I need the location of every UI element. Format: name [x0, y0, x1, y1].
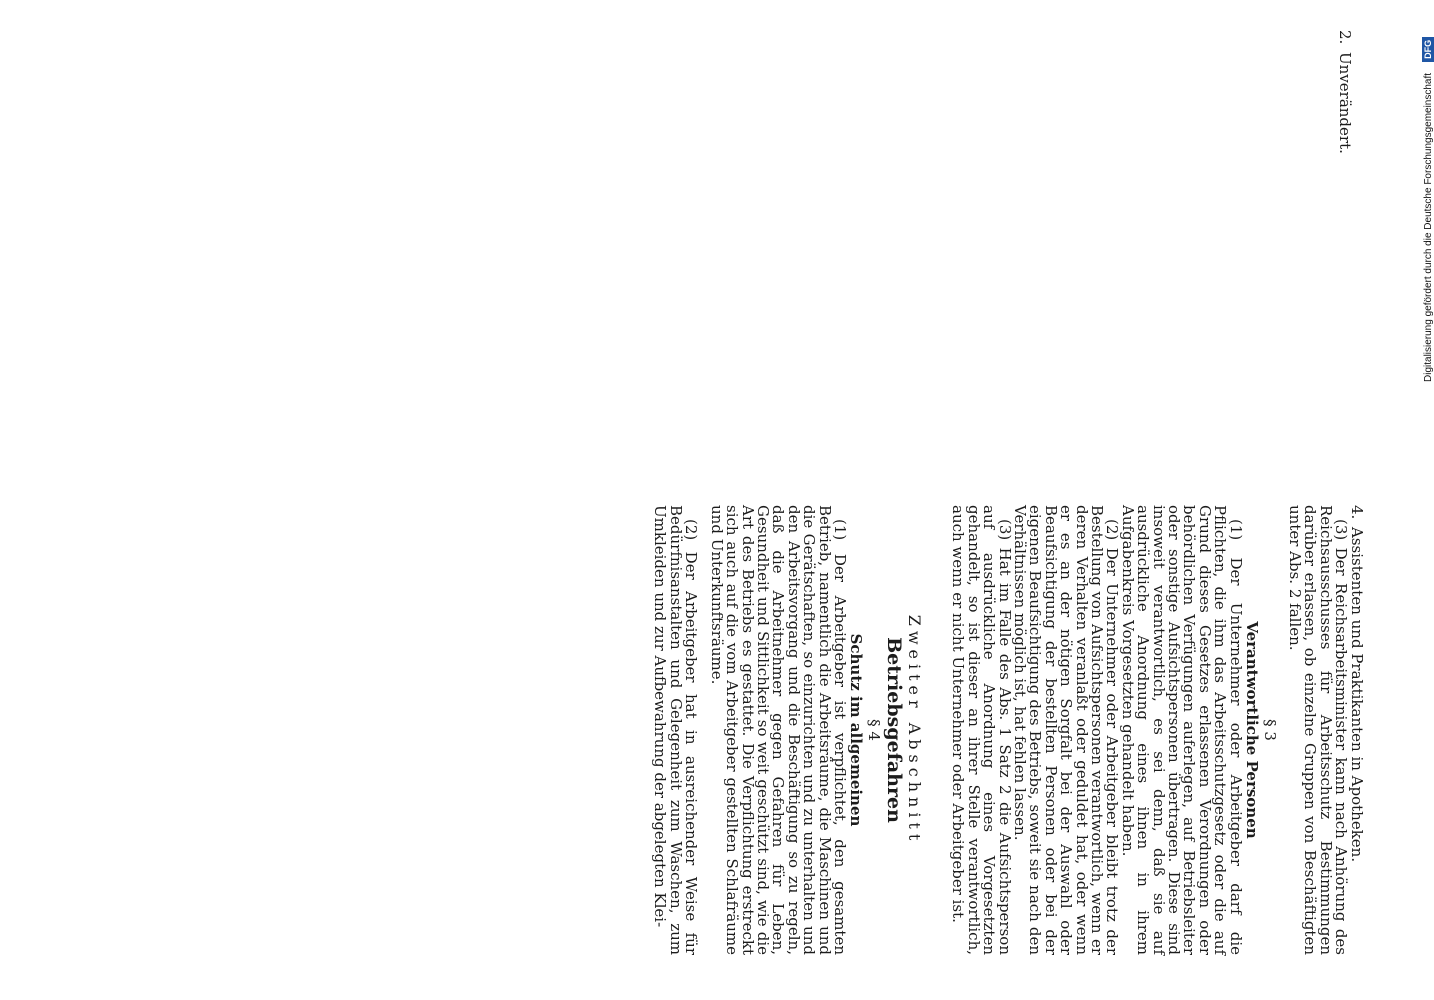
paragraph: (2) Der Unternehmer oder Arbeitgeber bleibt trotz der Bestellung von Aufsichtspersonen verantwortlich, wenn er deren Verhalten veranlaßt oder geduldet hat, oder wenn er es an der nötigen Sorgfalt bei der Auswahl oder Beaufsichtigung der bestellten Personen oder bei der eigenen Beaufsichtigung des Betriebs, soweit sie nach den Verhältnissen möglich ist, hat fehlen lassen. [1011, 505, 1122, 955]
section-title: Verantwortliche Personen [1242, 621, 1261, 839]
list-item: 2. Unverändert. [1336, 30, 1354, 154]
paragraph: (1) Der Arbeitgeber ist verpflichtet, den gesamten Betrieb, namentlich die Arbeitsräume, die Maschinen und die Gerätschaften, so einzurichten und zu unterhalten und den Arbeitsvorgang und die Beschäftigung so zu regeln, daß die Arbeitnehmer gegen Gefahren für Leben, Gesundheit und Sittlichkeit so weit geschützt sind, wie die Art des Betriebs es gestattet. Die Verpflichtung erstreckt sich auch auf die vom Arbeitgeber gestellten Schlafräume und Unterkunftsräume. [707, 505, 849, 955]
paragraph: (2) Der Arbeitgeber hat in ausreichender Weise für Bedürfnisanstalten und Gelegenheit zum Waschen, zum Umkleiden und zur Aufbewahrung der abgelegten Klei- [651, 505, 701, 955]
abschnitt-label: Zweiter Abschnitt [904, 614, 924, 846]
abschnitt-title: Betriebsgefahren [882, 637, 905, 823]
dfg-text: Digitalisierung gefördert durch die Deutsche Forschungsgemeinschaft [1423, 72, 1434, 382]
dfg-logo: DFG [1422, 37, 1434, 62]
paragraph: (3) Hat im Falle des Abs. 1 Satz 2 die Aufsichtsperson auf ausdrückliche Anordnung eines Vorgesetzten gehandelt, so ist dieser an ihrer Stelle verantwortlich, auch wenn er nicht Unternehmer oder Arbeitgeber ist. [949, 505, 1014, 955]
section-number: § 3 [1260, 719, 1279, 741]
paragraph: (3) Der Reichsarbeitsminister kann nach Anhörung des Reichsausschusses für Arbeitsschutz Bestimmungen darüber erlassen, ob einzelne Gruppen von Beschäftigten unter Abs. 2 fallen. [1286, 505, 1351, 955]
list-item: 4. Assistenten und Praktikanten in Apotheken. [1347, 505, 1366, 863]
section-number: § 4 [864, 719, 883, 741]
dfg-rotated [1416, 37, 1434, 382]
dfg-note [1412, 10, 1434, 990]
section-title: Schutz im allgemeinen [846, 633, 865, 827]
paragraph: (1) Der Unternehmer oder Arbeitgeber darf die Pflichten, die ihm das Arbeitsschutzgesetz oder die auf Grund dieses Gesetzes erlassenen Verordnungen oder behördlichen Verfügungen auferlegen, auf Betriebsleiter oder sonstige Aufsichtspersonen übertragen. Diese sind insoweit verantwortlich, es sei denn, daß sie auf ausdrückliche Anordnung eines ihnen in ihrem Aufgabenkreis Vorgesetzten gehandelt haben. [1118, 505, 1245, 955]
